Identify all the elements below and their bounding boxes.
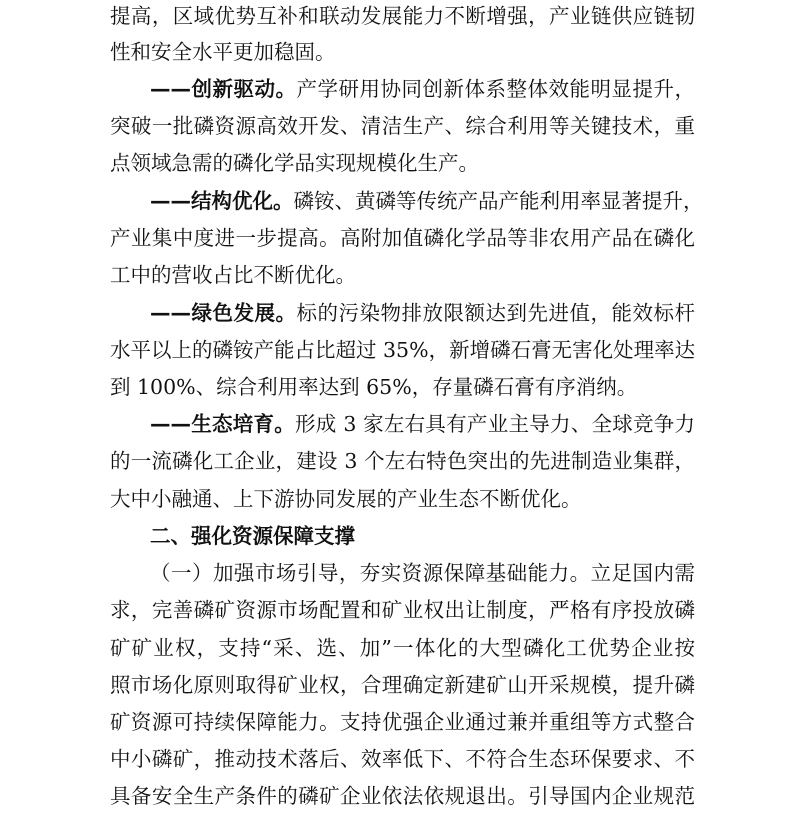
text-line: 工中的营收占比不断优化。 bbox=[110, 263, 356, 287]
text-line: 矿矿业权，支持“采、选、加”一体化的大型磷化工优势企业按 bbox=[110, 636, 695, 660]
text-line: 矿资源可持续保障能力。支持优强企业通过兼并重组等方式整合 bbox=[110, 710, 695, 734]
text-line: 照市场化原则取得矿业权，合理确定新建矿山开采规模，提升磷 bbox=[110, 673, 695, 697]
text-line: 提高，区域优势互补和联动发展能力不断增强，产业链供应链韧 bbox=[110, 4, 695, 28]
text-line: （一）加强市场引导，夯实资源保障基础能力。立足国内需 bbox=[150, 561, 695, 585]
paragraph-label: ——创新驱动。 bbox=[150, 77, 297, 101]
text-line: 性和安全水平更加稳固。 bbox=[110, 40, 336, 64]
paragraph-label: ——绿色发展。 bbox=[150, 301, 297, 325]
text-line: 求，完善磷矿资源市场配置和矿业权出让制度，严格有序投放磷 bbox=[110, 598, 695, 622]
text-line: 具备安全生产条件的磷矿企业依法依规退出。引导国内企业规范 bbox=[110, 784, 695, 808]
text-line: 到 100%、综合利用率达到 65%，存量磷石膏有序消纳。 bbox=[110, 375, 638, 399]
text-line: 突破一批磷资源高效开发、清洁生产、综合利用等关键技术，重 bbox=[110, 114, 695, 138]
paragraph-label: ——生态培育。 bbox=[150, 412, 296, 436]
text-line: 水平以上的磷铵产能占比超过 35%，新增磷石膏无害化处理率达 bbox=[110, 338, 696, 362]
text-line: 的一流磷化工企业，建设 3 个左右特色突出的先进制造业集群， bbox=[110, 449, 695, 473]
section-heading: 二、强化资源保障支撑 bbox=[150, 524, 355, 548]
text-line: ——创新驱动。产学研用协同创新体系整体效能明显提升， bbox=[150, 77, 695, 101]
text-line: ——结构优化。磷铵、黄磷等传统产品产能利用率显著提升， bbox=[150, 189, 704, 213]
text-line: 点领域急需的磷化学品实现规模化生产。 bbox=[110, 151, 479, 175]
text-line: ——绿色发展。标的污染物排放限额达到先进值，能效标杆 bbox=[150, 301, 695, 325]
text-line: 中小磷矿，推动技术落后、效率低下、不符合生态环保要求、不 bbox=[110, 747, 695, 771]
text-line: ——生态培育。形成 3 家左右具有产业主导力、全球竞争力 bbox=[150, 412, 696, 436]
text-line: 产业集中度进一步提高。高附加值磷化学品等非农用产品在磷化 bbox=[110, 226, 695, 250]
text-line: 大中小融通、上下游协同发展的产业生态不断优化。 bbox=[110, 487, 582, 511]
paragraph-label: ——结构优化。 bbox=[150, 189, 294, 213]
